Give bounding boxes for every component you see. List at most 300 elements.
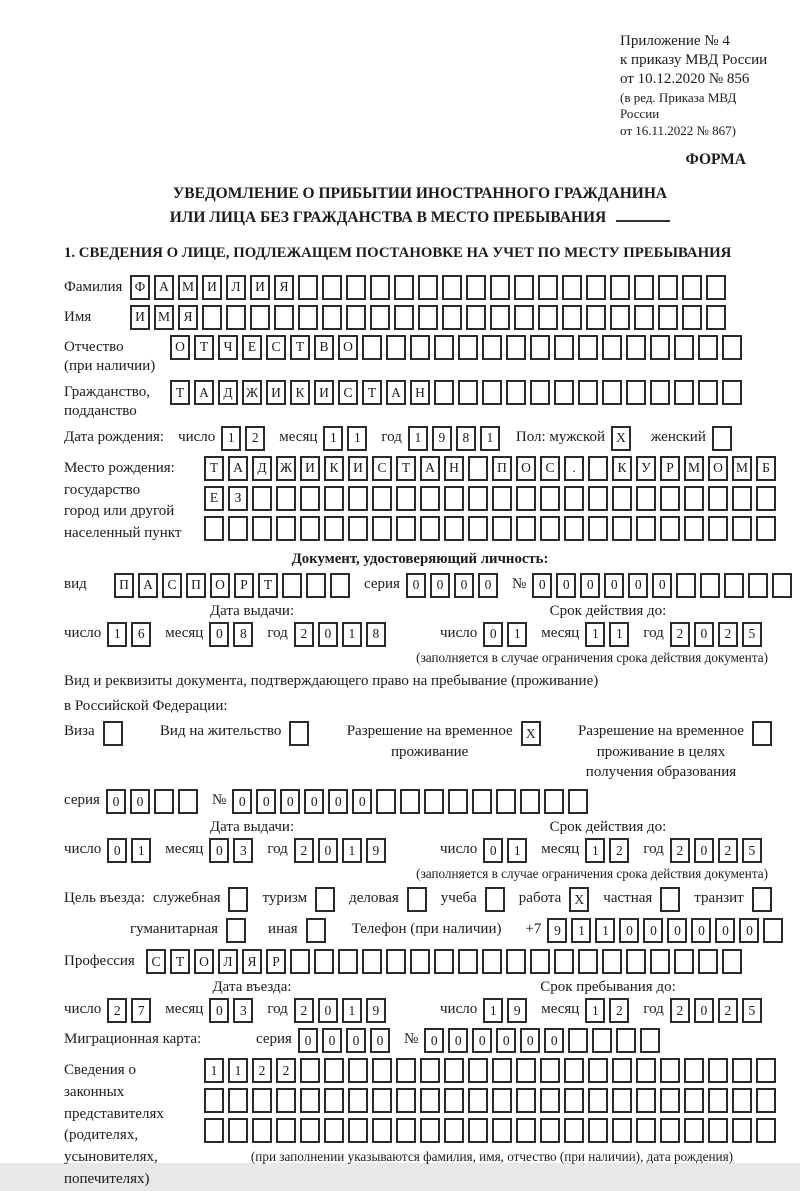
char-box[interactable] [650, 949, 670, 974]
char-box[interactable]: 2 [609, 838, 629, 863]
char-box[interactable]: 2 [670, 622, 690, 647]
char-box[interactable] [586, 305, 606, 330]
char-box[interactable] [442, 305, 462, 330]
char-box[interactable]: Т [396, 456, 416, 481]
char-box[interactable]: Л [226, 275, 246, 300]
char-box[interactable] [732, 1118, 752, 1143]
char-box[interactable] [732, 516, 752, 541]
char-box[interactable]: 0 [256, 789, 276, 814]
char-box[interactable]: Т [170, 380, 190, 405]
char-box[interactable] [708, 1088, 728, 1113]
char-box[interactable] [640, 1028, 660, 1053]
char-box[interactable] [492, 516, 512, 541]
char-box[interactable] [588, 1088, 608, 1113]
char-box[interactable]: А [154, 275, 174, 300]
char-box[interactable]: 1 [609, 622, 629, 647]
char-box[interactable] [636, 1118, 656, 1143]
char-box[interactable] [684, 516, 704, 541]
char-box[interactable]: Т [362, 380, 382, 405]
char-box[interactable]: 5 [742, 998, 762, 1023]
char-box[interactable] [458, 380, 478, 405]
char-box[interactable]: 0 [106, 789, 126, 814]
char-box[interactable] [564, 1118, 584, 1143]
char-box[interactable] [650, 335, 670, 360]
char-box[interactable] [772, 573, 792, 598]
char-box[interactable] [756, 516, 776, 541]
char-box[interactable] [202, 305, 222, 330]
char-box[interactable]: Е [204, 486, 224, 511]
char-box[interactable] [314, 949, 334, 974]
char-box[interactable] [492, 1058, 512, 1083]
char-box[interactable] [348, 1058, 368, 1083]
char-box[interactable] [472, 789, 492, 814]
char-box[interactable] [448, 789, 468, 814]
char-box[interactable] [458, 949, 478, 974]
char-box[interactable] [634, 275, 654, 300]
char-box[interactable] [420, 1058, 440, 1083]
char-box[interactable] [276, 1118, 296, 1143]
char-box[interactable]: Ф [130, 275, 150, 300]
char-box[interactable]: А [386, 380, 406, 405]
char-box[interactable]: М [154, 305, 174, 330]
char-box[interactable] [482, 949, 502, 974]
char-box[interactable]: Я [274, 275, 294, 300]
char-box[interactable] [554, 949, 574, 974]
char-box[interactable]: Т [170, 949, 190, 974]
char-box[interactable]: 0 [298, 1028, 318, 1053]
char-box[interactable] [540, 1118, 560, 1143]
char-box[interactable] [252, 1088, 272, 1113]
char-box[interactable]: С [162, 573, 182, 598]
char-box[interactable] [490, 275, 510, 300]
char-box[interactable]: 1 [585, 838, 605, 863]
char-box[interactable] [468, 1058, 488, 1083]
char-box[interactable] [420, 1088, 440, 1113]
char-box[interactable] [204, 1118, 224, 1143]
char-box[interactable]: 0 [430, 573, 450, 598]
char-box[interactable] [674, 380, 694, 405]
char-box[interactable] [538, 305, 558, 330]
char-box[interactable] [722, 335, 742, 360]
char-box[interactable]: П [186, 573, 206, 598]
char-box[interactable]: 0 [454, 573, 474, 598]
char-box[interactable]: П [114, 573, 134, 598]
char-box[interactable] [506, 335, 526, 360]
char-box[interactable] [372, 1118, 392, 1143]
char-box[interactable]: Ж [242, 380, 262, 405]
char-box[interactable] [444, 1058, 464, 1083]
char-box[interactable]: 1 [585, 622, 605, 647]
char-box[interactable]: А [420, 456, 440, 481]
char-box[interactable]: 0 [346, 1028, 366, 1053]
char-box[interactable]: 0 [318, 838, 338, 863]
char-box[interactable] [588, 486, 608, 511]
char-box[interactable] [468, 486, 488, 511]
char-box[interactable] [492, 486, 512, 511]
char-box[interactable]: М [178, 275, 198, 300]
char-box[interactable]: 1 [571, 918, 591, 943]
char-box[interactable]: С [146, 949, 166, 974]
char-box[interactable] [516, 516, 536, 541]
char-box[interactable] [362, 949, 382, 974]
char-box[interactable] [564, 486, 584, 511]
char-box[interactable] [306, 573, 326, 598]
char-box[interactable] [400, 789, 420, 814]
char-box[interactable] [178, 789, 198, 814]
char-box[interactable]: 0 [694, 622, 714, 647]
char-box[interactable] [410, 949, 430, 974]
char-box[interactable]: 1 [483, 998, 503, 1023]
char-box[interactable] [650, 380, 670, 405]
char-box[interactable] [626, 380, 646, 405]
char-box[interactable]: 0 [667, 918, 687, 943]
char-box[interactable]: Т [290, 335, 310, 360]
char-box[interactable]: 1 [585, 998, 605, 1023]
char-box[interactable] [748, 573, 768, 598]
char-box[interactable] [756, 1058, 776, 1083]
char-box[interactable] [444, 1088, 464, 1113]
char-box[interactable] [602, 949, 622, 974]
char-box[interactable]: 0 [448, 1028, 468, 1053]
char-box[interactable]: 1 [507, 622, 527, 647]
char-box[interactable]: 0 [691, 918, 711, 943]
char-box[interactable] [324, 486, 344, 511]
char-box[interactable] [756, 1088, 776, 1113]
char-box[interactable] [418, 305, 438, 330]
char-box[interactable] [444, 1118, 464, 1143]
char-box[interactable] [700, 573, 720, 598]
char-box[interactable]: А [228, 456, 248, 481]
char-box[interactable] [682, 275, 702, 300]
char-box[interactable] [496, 789, 516, 814]
char-box[interactable]: 2 [718, 622, 738, 647]
char-box[interactable] [372, 1088, 392, 1113]
char-box[interactable] [376, 789, 396, 814]
char-box[interactable]: Д [218, 380, 238, 405]
char-box[interactable] [252, 516, 272, 541]
char-box[interactable] [588, 456, 608, 481]
char-box[interactable] [300, 1058, 320, 1083]
char-box[interactable]: 5 [742, 838, 762, 863]
char-box[interactable] [338, 949, 358, 974]
char-box[interactable]: Р [266, 949, 286, 974]
char-box[interactable] [602, 380, 622, 405]
char-box[interactable]: 1 [342, 622, 362, 647]
char-box[interactable] [300, 486, 320, 511]
char-box[interactable]: 2 [294, 998, 314, 1023]
char-box[interactable] [540, 516, 560, 541]
checkbox-official[interactable] [228, 887, 248, 912]
char-box[interactable] [228, 516, 248, 541]
char-box[interactable]: Л [218, 949, 238, 974]
char-box[interactable]: В [314, 335, 334, 360]
char-box[interactable] [530, 335, 550, 360]
char-box[interactable] [684, 1118, 704, 1143]
char-box[interactable] [564, 1058, 584, 1083]
char-box[interactable] [626, 335, 646, 360]
char-box[interactable] [322, 275, 342, 300]
char-box[interactable] [204, 1088, 224, 1113]
char-box[interactable]: 0 [652, 573, 672, 598]
char-box[interactable]: С [266, 335, 286, 360]
char-box[interactable]: 0 [628, 573, 648, 598]
char-box[interactable] [282, 573, 302, 598]
char-box[interactable]: 1 [342, 998, 362, 1023]
char-box[interactable] [732, 1058, 752, 1083]
char-box[interactable] [434, 335, 454, 360]
char-box[interactable] [684, 1058, 704, 1083]
checkbox-transit[interactable] [752, 887, 772, 912]
char-box[interactable]: 1 [221, 426, 241, 451]
char-box[interactable]: С [372, 456, 392, 481]
checkbox-residence-permit[interactable] [289, 721, 309, 746]
char-box[interactable] [276, 1088, 296, 1113]
char-box[interactable]: 0 [556, 573, 576, 598]
char-box[interactable] [610, 305, 630, 330]
char-box[interactable] [396, 516, 416, 541]
char-box[interactable] [482, 335, 502, 360]
char-box[interactable]: . [564, 456, 584, 481]
char-box[interactable] [482, 380, 502, 405]
char-box[interactable]: 9 [547, 918, 567, 943]
char-box[interactable]: О [516, 456, 536, 481]
char-box[interactable]: 1 [408, 426, 428, 451]
char-box[interactable] [348, 1118, 368, 1143]
char-box[interactable]: 0 [520, 1028, 540, 1053]
char-box[interactable]: А [194, 380, 214, 405]
char-box[interactable]: П [492, 456, 512, 481]
char-box[interactable] [386, 949, 406, 974]
char-box[interactable] [660, 516, 680, 541]
char-box[interactable] [682, 305, 702, 330]
char-box[interactable] [530, 380, 550, 405]
char-box[interactable] [516, 1058, 536, 1083]
char-box[interactable] [636, 1058, 656, 1083]
char-box[interactable] [506, 380, 526, 405]
char-box[interactable]: Д [252, 456, 272, 481]
char-box[interactable] [466, 275, 486, 300]
char-box[interactable] [372, 1058, 392, 1083]
char-box[interactable]: 2 [670, 838, 690, 863]
char-box[interactable]: 2 [294, 838, 314, 863]
char-box[interactable] [684, 486, 704, 511]
checkbox-study[interactable] [485, 887, 505, 912]
char-box[interactable] [396, 1088, 416, 1113]
char-box[interactable] [520, 789, 540, 814]
char-box[interactable] [492, 1088, 512, 1113]
char-box[interactable] [362, 335, 382, 360]
char-box[interactable] [516, 1088, 536, 1113]
char-box[interactable] [204, 516, 224, 541]
char-box[interactable] [370, 275, 390, 300]
char-box[interactable]: 0 [694, 838, 714, 863]
char-box[interactable] [346, 275, 366, 300]
char-box[interactable] [410, 335, 430, 360]
char-box[interactable] [330, 573, 350, 598]
char-box[interactable] [763, 918, 783, 943]
char-box[interactable] [538, 275, 558, 300]
char-box[interactable]: У [636, 456, 656, 481]
char-box[interactable] [564, 516, 584, 541]
char-box[interactable] [300, 1088, 320, 1113]
char-box[interactable]: З [228, 486, 248, 511]
char-box[interactable] [372, 486, 392, 511]
checkbox-visa[interactable] [103, 721, 123, 746]
char-box[interactable] [636, 1088, 656, 1113]
checkbox-business[interactable] [407, 887, 427, 912]
char-box[interactable]: О [194, 949, 214, 974]
char-box[interactable] [732, 486, 752, 511]
char-box[interactable]: 0 [318, 998, 338, 1023]
char-box[interactable] [324, 1058, 344, 1083]
char-box[interactable] [554, 335, 574, 360]
char-box[interactable]: И [348, 456, 368, 481]
char-box[interactable]: И [314, 380, 334, 405]
checkbox-temp-residence[interactable]: X [521, 721, 541, 746]
char-box[interactable]: 0 [406, 573, 426, 598]
char-box[interactable]: 2 [107, 998, 127, 1023]
char-box[interactable] [424, 789, 444, 814]
char-box[interactable] [660, 1058, 680, 1083]
char-box[interactable]: К [290, 380, 310, 405]
char-box[interactable] [154, 789, 174, 814]
char-box[interactable] [300, 1118, 320, 1143]
char-box[interactable]: 6 [131, 622, 151, 647]
char-box[interactable]: 0 [209, 622, 229, 647]
char-box[interactable] [674, 949, 694, 974]
char-box[interactable] [708, 486, 728, 511]
char-box[interactable]: И [202, 275, 222, 300]
char-box[interactable]: Ч [218, 335, 238, 360]
char-box[interactable]: 1 [131, 838, 151, 863]
char-box[interactable] [468, 516, 488, 541]
char-box[interactable]: 8 [366, 622, 386, 647]
char-box[interactable]: 0 [352, 789, 372, 814]
char-box[interactable]: О [338, 335, 358, 360]
char-box[interactable]: 0 [209, 998, 229, 1023]
char-box[interactable]: 0 [483, 622, 503, 647]
char-box[interactable]: 9 [432, 426, 452, 451]
char-box[interactable] [658, 275, 678, 300]
char-box[interactable] [660, 486, 680, 511]
char-box[interactable] [324, 1088, 344, 1113]
char-box[interactable] [514, 275, 534, 300]
char-box[interactable]: Б [756, 456, 776, 481]
char-box[interactable]: 1 [342, 838, 362, 863]
char-box[interactable] [252, 1118, 272, 1143]
char-box[interactable]: К [612, 456, 632, 481]
char-box[interactable] [698, 335, 718, 360]
char-box[interactable]: 0 [604, 573, 624, 598]
char-box[interactable]: Р [234, 573, 254, 598]
char-box[interactable]: А [138, 573, 158, 598]
char-box[interactable]: С [540, 456, 560, 481]
char-box[interactable]: 0 [496, 1028, 516, 1053]
char-box[interactable] [578, 949, 598, 974]
char-box[interactable] [708, 1058, 728, 1083]
char-box[interactable] [250, 305, 270, 330]
char-box[interactable] [586, 275, 606, 300]
char-box[interactable] [516, 1118, 536, 1143]
char-box[interactable] [434, 949, 454, 974]
char-box[interactable] [324, 1118, 344, 1143]
char-box[interactable] [420, 1118, 440, 1143]
char-box[interactable]: И [266, 380, 286, 405]
char-box[interactable]: 2 [294, 622, 314, 647]
char-box[interactable]: 1 [323, 426, 343, 451]
char-box[interactable]: 0 [370, 1028, 390, 1053]
char-box[interactable] [370, 305, 390, 330]
char-box[interactable] [514, 305, 534, 330]
char-box[interactable] [298, 305, 318, 330]
checkbox-humanitarian[interactable] [226, 918, 246, 943]
char-box[interactable] [468, 1118, 488, 1143]
char-box[interactable] [554, 380, 574, 405]
char-box[interactable] [562, 275, 582, 300]
char-box[interactable] [322, 305, 342, 330]
char-box[interactable] [588, 516, 608, 541]
char-box[interactable] [706, 275, 726, 300]
char-box[interactable] [612, 1088, 632, 1113]
char-box[interactable] [588, 1118, 608, 1143]
checkbox-other[interactable] [306, 918, 326, 943]
char-box[interactable]: 0 [130, 789, 150, 814]
char-box[interactable] [578, 335, 598, 360]
char-box[interactable] [578, 380, 598, 405]
char-box[interactable]: О [210, 573, 230, 598]
char-box[interactable]: 0 [739, 918, 759, 943]
char-box[interactable]: 1 [480, 426, 500, 451]
char-box[interactable]: К [324, 456, 344, 481]
char-box[interactable]: 1 [347, 426, 367, 451]
char-box[interactable]: Я [242, 949, 262, 974]
char-box[interactable]: 3 [233, 998, 253, 1023]
char-box[interactable]: Я [178, 305, 198, 330]
char-box[interactable] [636, 516, 656, 541]
char-box[interactable] [568, 1028, 588, 1053]
char-box[interactable]: И [130, 305, 150, 330]
char-box[interactable]: О [708, 456, 728, 481]
char-box[interactable]: И [250, 275, 270, 300]
char-box[interactable]: 0 [478, 573, 498, 598]
char-box[interactable] [420, 486, 440, 511]
char-box[interactable] [612, 1058, 632, 1083]
char-box[interactable]: 0 [107, 838, 127, 863]
char-box[interactable] [660, 1088, 680, 1113]
char-box[interactable] [674, 335, 694, 360]
char-box[interactable]: 2 [276, 1058, 296, 1083]
char-box[interactable] [708, 1118, 728, 1143]
char-box[interactable] [298, 275, 318, 300]
char-box[interactable] [616, 1028, 636, 1053]
char-box[interactable]: 0 [424, 1028, 444, 1053]
char-box[interactable] [698, 380, 718, 405]
char-box[interactable] [252, 486, 272, 511]
char-box[interactable] [610, 275, 630, 300]
char-box[interactable] [444, 516, 464, 541]
char-box[interactable] [516, 486, 536, 511]
char-box[interactable] [698, 949, 718, 974]
char-box[interactable] [290, 949, 310, 974]
char-box[interactable] [274, 305, 294, 330]
char-box[interactable] [634, 305, 654, 330]
char-box[interactable]: 1 [204, 1058, 224, 1083]
checkbox-tourism[interactable] [315, 887, 335, 912]
char-box[interactable] [396, 1058, 416, 1083]
char-box[interactable]: 8 [456, 426, 476, 451]
char-box[interactable] [588, 1058, 608, 1083]
char-box[interactable]: 7 [131, 998, 151, 1023]
